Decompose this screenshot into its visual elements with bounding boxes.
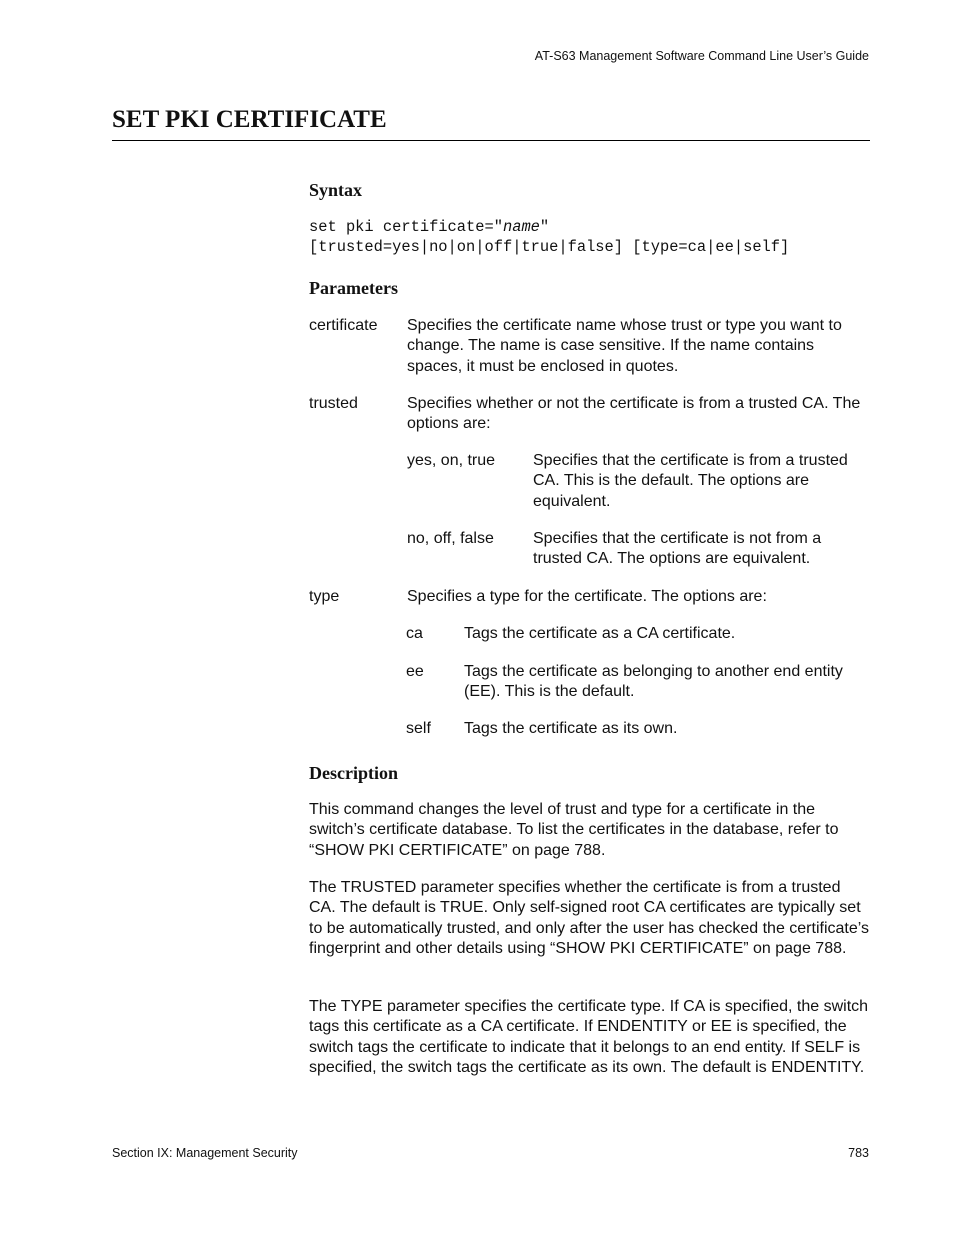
param-certificate-name: certificate (309, 317, 378, 334)
syntax-heading: Syntax (309, 180, 363, 200)
type-option-desc: Tags the certificate as belonging to another end entity (EE). This is the default. (464, 663, 843, 701)
param-trusted-desc: Specifies whether or not the certificate is from a trusted CA. The options are: (407, 395, 861, 433)
syntax-line1-prefix: set pki certificate=" (309, 218, 503, 236)
footer-page-number: 783 (848, 1146, 869, 1160)
trusted-option-desc: Specifies that the certificate is from a trusted CA. This is the default. The options are equivalent. (533, 452, 848, 510)
page-title: SET PKI CERTIFICATE (112, 106, 387, 133)
description-heading: Description (309, 763, 398, 783)
syntax-code (309, 217, 789, 257)
trusted-option-name: yes, on, true (407, 452, 496, 469)
running-header: AT-S63 Management Software Command Line User’s Guide (534, 49, 869, 63)
type-option-desc: Tags the certificate as its own. (464, 720, 678, 737)
syntax-line1-variable: name (502, 218, 540, 236)
type-option-name: self (406, 720, 431, 737)
description-paragraph: The TYPE parameter specifies the certificate type. If CA is specified, the switch tags this certificate as a CA certificate. If ENDENTITY or EE is specified, the switch tags the certificate to indicate that it belongs to an end entity. If SELF is specified, the switch tags the certificate as its own. The default is ENDENTITY. (309, 998, 869, 1076)
description-paragraph: The TRUSTED parameter specifies whether the certificate is from a trusted CA. The default is TRUE. Only self-signed root CA certificates are typically set to be automatically trusted, and only after the user has checked the certificate’s fingerprint and other details using “SHOW PKI CERTIFICATE” on page 788. (309, 879, 870, 957)
param-type-desc: Specifies a type for the certificate. The options are: (407, 588, 767, 605)
title-rule (112, 140, 870, 141)
param-certificate-desc: Specifies the certificate name whose trust or type you want to change. The name is case sensitive. If the name contains spaces, it must be enclosed in quotes. (407, 317, 842, 375)
trusted-option-name: no, off, false (407, 530, 494, 547)
footer-section: Section IX: Management Security (112, 1146, 298, 1160)
type-option-name: ca (406, 625, 423, 642)
param-type-name: type (309, 588, 340, 605)
syntax-line1-suffix: " (539, 218, 550, 236)
description-paragraph: This command changes the level of trust and type for a certificate in the switch’s certificate database. To list the certificates in the database, refer to “SHOW PKI CERTIFICATE” on page 788. (309, 801, 839, 859)
trusted-option-desc: Specifies that the certificate is not from a trusted CA. The options are equivalent. (533, 530, 822, 568)
type-option-desc: Tags the certificate as a CA certificate. (464, 625, 736, 642)
param-trusted-name: trusted (309, 395, 358, 412)
parameters-heading: Parameters (309, 278, 398, 298)
type-option-name: ee (406, 663, 424, 680)
syntax-line2: [trusted=yes|no|on|off|true|false] [type=ca|ee|self] (309, 238, 790, 256)
